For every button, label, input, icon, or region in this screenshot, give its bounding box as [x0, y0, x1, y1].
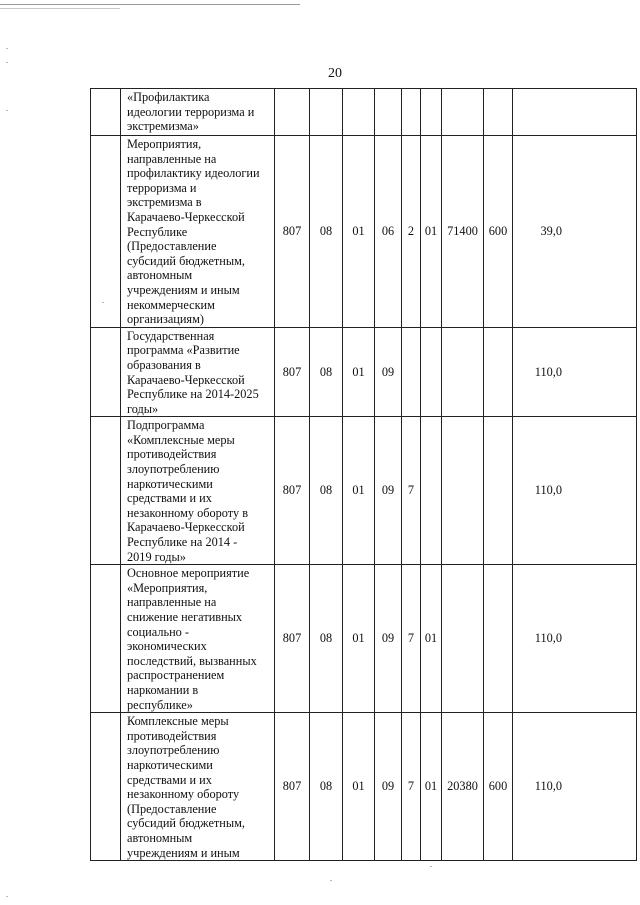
kbk-subsection-cell: 01 — [343, 417, 375, 565]
table-row — [91, 89, 637, 136]
amount-cell: 110,0 — [513, 713, 637, 861]
scan-speck — [6, 896, 8, 897]
amount-cell: 110,0 — [513, 327, 637, 417]
table-body — [91, 89, 637, 861]
kbk-direction-cell — [442, 89, 484, 136]
kbk-expense-type-cell — [484, 417, 513, 565]
kbk-section-cell: 08 — [310, 417, 343, 565]
table-row — [91, 417, 637, 565]
amount-cell: 110,0 — [513, 565, 637, 713]
kbk-subprogram-cell: 7 — [402, 713, 421, 861]
kbk-direction-cell: 71400 — [442, 136, 484, 328]
kbk-section-cell: 08 — [310, 565, 343, 713]
item-name-cell: Государственная программа «Развитие образования в Карачаево-Черкесской Республике на 2014-2025 годы» — [121, 327, 275, 417]
kbk-section-cell: 08 — [310, 713, 343, 861]
kbk-expense-type-cell — [484, 89, 513, 136]
kbk-program-cell: 09 — [375, 713, 402, 861]
kbk-program-cell: 09 — [375, 565, 402, 713]
kbk-expense-type-cell — [484, 565, 513, 713]
row-number-cell — [91, 565, 121, 713]
kbk-expense-type-cell: 600 — [484, 136, 513, 328]
kbk-program-cell: 09 — [375, 327, 402, 417]
kbk-direction-cell — [442, 565, 484, 713]
kbk-expense-type-cell — [484, 327, 513, 417]
item-name-cell: Подпрограмма «Комплексные меры противодействия злоупотреблению наркотическими средствами и их незаконному обороту в Карачаево-Черкесской Республике на 2014 - 2019 годы» — [121, 417, 275, 565]
top-edge-line-secondary — [0, 8, 120, 9]
table-row — [91, 713, 637, 861]
kbk-subprogram-cell: 7 — [402, 417, 421, 565]
scan-speck — [330, 880, 332, 881]
kbk-event-cell — [421, 417, 442, 565]
row-number-cell — [91, 417, 121, 565]
item-name-cell: Комплексные меры противодействия злоупотреблению наркотическими средствами и их незаконному обороту (Предоставление субсидий бюджетным, автономным учреждениям и иным — [121, 713, 275, 861]
kbk-event-cell: 01 — [421, 136, 442, 328]
kbk-event-cell — [421, 89, 442, 136]
kbk-subsection-cell — [343, 89, 375, 136]
item-name-cell: «Профилактика идеологии терроризма и экстремизма» — [121, 89, 275, 136]
kbk-program-cell — [375, 89, 402, 136]
amount-cell: 39,0 — [513, 136, 637, 328]
table-row — [91, 136, 637, 328]
scan-speck — [6, 62, 8, 63]
kbk-program-cell: 09 — [375, 417, 402, 565]
kbk-expense-type-cell: 600 — [484, 713, 513, 861]
scan-speck — [102, 302, 104, 303]
amount-cell: 110,0 — [513, 417, 637, 565]
kbk-admin-cell — [275, 89, 310, 136]
kbk-subsection-cell: 01 — [343, 136, 375, 328]
kbk-admin-cell: 807 — [275, 136, 310, 328]
table-row — [91, 327, 637, 417]
budget-table — [90, 88, 637, 861]
row-number-cell — [91, 136, 121, 328]
row-number-cell — [91, 327, 121, 417]
kbk-program-cell: 06 — [375, 136, 402, 328]
scan-speck — [6, 48, 8, 49]
table-row — [91, 565, 637, 713]
kbk-event-cell: 01 — [421, 713, 442, 861]
kbk-admin-cell: 807 — [275, 417, 310, 565]
kbk-direction-cell — [442, 327, 484, 417]
amount-cell — [513, 89, 637, 136]
kbk-direction-cell — [442, 417, 484, 565]
kbk-direction-cell: 20380 — [442, 713, 484, 861]
kbk-subsection-cell: 01 — [343, 327, 375, 417]
kbk-subprogram-cell: 7 — [402, 565, 421, 713]
kbk-admin-cell: 807 — [275, 327, 310, 417]
kbk-event-cell — [421, 327, 442, 417]
kbk-admin-cell: 807 — [275, 713, 310, 861]
page-number: 20 — [328, 66, 342, 81]
kbk-subprogram-cell: 2 — [402, 136, 421, 328]
row-number-cell — [91, 89, 121, 136]
kbk-subsection-cell: 01 — [343, 565, 375, 713]
item-name-cell: Мероприятия, направленные на профилактику идеологии терроризма и экстремизма в Карачаево-Черкесской Республике (Предоставление субсидий бюджетным, автономным учреждениям и иным некоммерческим организациям) — [121, 136, 275, 328]
kbk-subprogram-cell — [402, 89, 421, 136]
kbk-event-cell: 01 — [421, 565, 442, 713]
kbk-section-cell: 08 — [310, 327, 343, 417]
kbk-admin-cell: 807 — [275, 565, 310, 713]
kbk-subsection-cell: 01 — [343, 713, 375, 861]
item-name-cell: Основное мероприятие «Мероприятия, направленные на снижение негативных социально - экономических последствий, вызванных распространением наркомании в республике» — [121, 565, 275, 713]
scan-speck — [6, 110, 8, 111]
row-number-cell — [91, 713, 121, 861]
kbk-subprogram-cell — [402, 327, 421, 417]
scan-speck — [430, 866, 432, 867]
top-edge-line — [0, 4, 300, 5]
kbk-section-cell: 08 — [310, 136, 343, 328]
kbk-section-cell — [310, 89, 343, 136]
